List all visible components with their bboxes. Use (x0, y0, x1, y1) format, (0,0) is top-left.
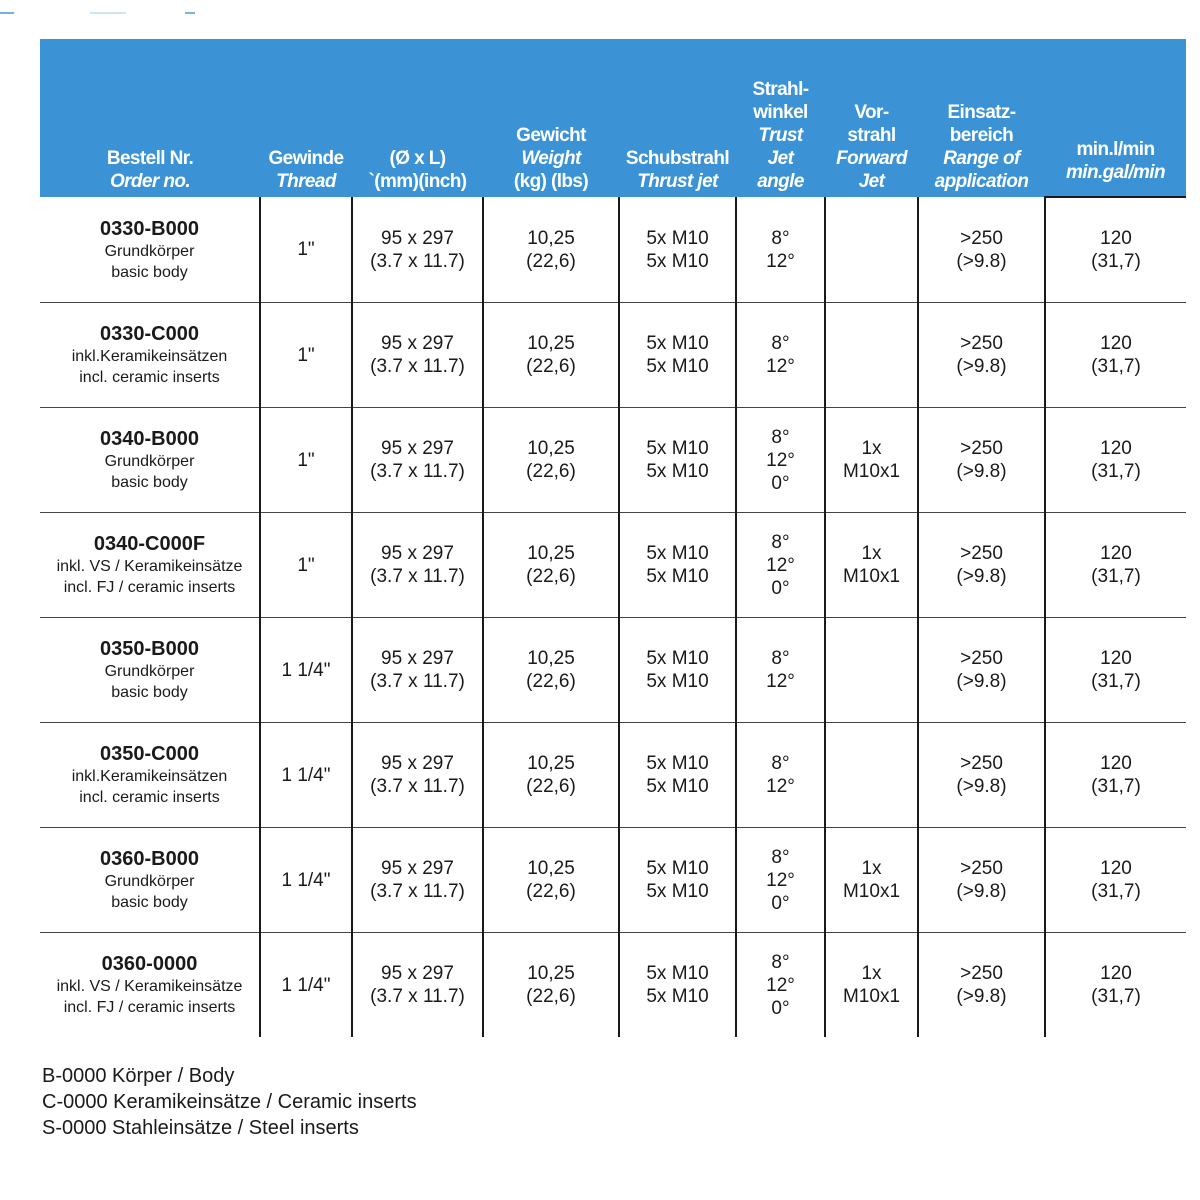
cell-range (918, 723, 1045, 828)
cell-flow-flow1: 120 (1100, 963, 1132, 984)
cell-thread (260, 723, 352, 828)
cell-thrust-jet-thrust2: 5x M10 (646, 461, 709, 482)
cell-weight-weight2: (22,6) (526, 356, 576, 377)
cell-thrust-jet-thrust2: 5x M10 (646, 776, 709, 797)
cell-jet-angle (736, 723, 825, 828)
cell-thread-thread: 1 1/4" (281, 869, 331, 891)
cell-forward-jet-fwd2: M10x1 (842, 566, 901, 587)
cell-jet-angle-angle1: 8° (771, 227, 790, 249)
cell-forward-jet-fwd2: M10x1 (842, 461, 901, 482)
cell-jet-angle-angle1: 8° (771, 951, 790, 973)
cell-range-range2: (>9.8) (956, 881, 1007, 902)
cell-thread-thread: 1" (297, 344, 315, 366)
cell-weight-weight1: 10,25 (527, 753, 575, 774)
cell-thrust-jet (619, 933, 736, 1038)
header-thread: Gewinde Thread (260, 39, 352, 197)
cell-weight (483, 197, 619, 303)
cell-weight-weight1: 10,25 (527, 227, 575, 249)
cell-range-range2: (>9.8) (956, 776, 1007, 797)
cell-order-desc2: incl. FJ / ceramic inserts (63, 579, 236, 596)
cell-order-desc1: inkl.Keramikeinsätzen (71, 768, 228, 785)
cell-order-desc1: inkl.Keramikeinsätzen (71, 348, 228, 365)
cell-size (352, 408, 483, 513)
cell-forward-jet (825, 408, 918, 513)
cell-thrust-jet-thrust1: 5x M10 (646, 753, 709, 774)
table-row (40, 408, 1186, 513)
cell-jet-angle-angle1: 8° (771, 426, 790, 448)
cell-size (352, 303, 483, 408)
cell-order (40, 723, 260, 828)
cell-order-code: 0350-B000 (100, 638, 199, 660)
cell-thrust-jet-thrust1: 5x M10 (646, 438, 709, 459)
cell-order-code: 0340-B000 (100, 428, 199, 450)
cell-range (918, 933, 1045, 1038)
cell-jet-angle-angle3: 0° (771, 472, 790, 494)
cell-order-desc1: inkl. VS / Keramikeinsätze (56, 558, 243, 575)
cell-jet-angle (736, 197, 825, 303)
cell-weight-weight1: 10,25 (527, 543, 575, 564)
cell-weight-weight1: 10,25 (527, 333, 575, 354)
cell-thrust-jet (619, 303, 736, 408)
cell-weight (483, 723, 619, 828)
cell-jet-angle (736, 618, 825, 723)
cell-flow-flow2: (31,7) (1091, 881, 1141, 902)
cell-forward-jet-fwd1: 1x (861, 438, 882, 459)
cell-order-desc2: basic body (111, 894, 188, 911)
table-row (40, 723, 1186, 828)
cell-weight (483, 828, 619, 933)
table-row (40, 513, 1186, 618)
cell-thrust-jet-thrust1: 5x M10 (646, 227, 709, 249)
cell-jet-angle (736, 513, 825, 618)
stray-mark (185, 12, 195, 14)
cell-thread (260, 513, 352, 618)
cell-thread (260, 303, 352, 408)
cell-order (40, 513, 260, 618)
cell-weight-weight1: 10,25 (527, 858, 575, 879)
table-row (40, 197, 1186, 303)
cell-range (918, 828, 1045, 933)
cell-flow-flow2: (31,7) (1091, 356, 1141, 377)
cell-order (40, 828, 260, 933)
cell-forward-jet (825, 933, 918, 1038)
cell-order-desc2: incl. ceramic inserts (79, 369, 220, 386)
cell-range-range1: >250 (960, 648, 1003, 669)
cell-weight-weight1: 10,25 (527, 438, 575, 459)
cell-jet-angle-angle2: 12° (766, 776, 795, 797)
cell-jet-angle (736, 828, 825, 933)
cell-jet-angle-angle2: 12° (766, 554, 795, 576)
table-row (40, 828, 1186, 933)
cell-forward-jet (825, 197, 918, 303)
cell-range-range2: (>9.8) (956, 986, 1007, 1007)
cell-flow (1045, 197, 1186, 303)
header-order-no: Bestell Nr. Order no. (40, 39, 260, 197)
cell-size-size2: (3.7 x 11.7) (370, 986, 465, 1007)
cell-forward-jet-fwd1: 1x (861, 963, 882, 984)
cell-thread (260, 828, 352, 933)
cell-jet-angle-angle3: 0° (771, 997, 790, 1019)
cell-flow-flow1: 120 (1100, 333, 1132, 354)
cell-forward-jet-fwd2: M10x1 (842, 986, 901, 1007)
cell-range-range1: >250 (960, 438, 1003, 459)
cell-size (352, 197, 483, 303)
cell-order (40, 408, 260, 513)
cell-jet-angle-angle1: 8° (771, 753, 790, 774)
table-header (40, 39, 1186, 197)
cell-size-size1: 95 x 297 (381, 438, 454, 459)
cell-flow (1045, 513, 1186, 618)
cell-jet-angle-angle2: 12° (766, 974, 795, 996)
cell-order-desc1: Grundkörper (104, 873, 195, 890)
legend-item: S-0000 Stahleinsätze / Steel inserts (42, 1117, 359, 1139)
cell-flow-flow2: (31,7) (1091, 251, 1141, 272)
cell-flow-flow2: (31,7) (1091, 566, 1141, 587)
table-row (40, 933, 1186, 1038)
cell-range (918, 408, 1045, 513)
cell-thread (260, 408, 352, 513)
cell-order-code: 0360-B000 (100, 848, 199, 870)
cell-flow-flow1: 120 (1100, 858, 1132, 879)
header-forward-jet: Vor- strahl Forward Jet (825, 39, 918, 197)
cell-weight-weight2: (22,6) (526, 566, 576, 587)
cell-range (918, 197, 1045, 303)
cell-jet-angle (736, 408, 825, 513)
cell-thrust-jet-thrust2: 5x M10 (646, 986, 709, 1007)
cell-order-code: 0360-0000 (101, 953, 198, 975)
cell-range-range1: >250 (960, 858, 1003, 879)
cell-thrust-jet-thrust2: 5x M10 (646, 250, 709, 272)
cell-jet-angle-angle3: 0° (771, 892, 790, 914)
cell-size-size1: 95 x 297 (381, 543, 454, 564)
cell-forward-jet-fwd1: 1x (861, 858, 882, 879)
cell-thrust-jet-thrust1: 5x M10 (646, 963, 709, 984)
cell-weight (483, 303, 619, 408)
cell-order-desc2: basic body (111, 684, 188, 701)
cell-jet-angle (736, 303, 825, 408)
cell-flow-flow1: 120 (1100, 438, 1132, 459)
cell-size (352, 618, 483, 723)
cell-size-size2: (3.7 x 11.7) (370, 566, 465, 587)
cell-flow-flow1: 120 (1100, 753, 1132, 774)
cell-thread (260, 933, 352, 1038)
cell-thread-thread: 1 1/4" (281, 659, 331, 681)
legend-item: B-0000 Körper / Body (42, 1065, 235, 1087)
cell-weight-weight2: (22,6) (526, 250, 576, 272)
cell-range (918, 618, 1045, 723)
product-table (40, 39, 1186, 1037)
cell-flow (1045, 933, 1186, 1038)
cell-jet-angle-angle2: 12° (766, 671, 795, 692)
cell-jet-angle-angle2: 12° (766, 449, 795, 471)
cell-size-size2: (3.7 x 11.7) (370, 250, 465, 272)
cell-order-desc1: Grundkörper (104, 663, 195, 680)
cell-order (40, 197, 260, 303)
cell-order (40, 303, 260, 408)
cell-range-range1: >250 (960, 227, 1003, 249)
cell-size-size1: 95 x 297 (381, 753, 454, 774)
cell-forward-jet (825, 723, 918, 828)
cell-jet-angle-angle1: 8° (771, 648, 790, 669)
cell-thrust-jet (619, 618, 736, 723)
cell-range-range1: >250 (960, 333, 1003, 354)
table-body (40, 197, 1186, 1037)
header-weight: Gewicht Weight (kg) (lbs) (483, 39, 619, 197)
cell-jet-angle (736, 933, 825, 1038)
cell-thrust-jet-thrust1: 5x M10 (646, 333, 709, 354)
cell-forward-jet-fwd1: 1x (861, 543, 882, 564)
cell-weight (483, 618, 619, 723)
cell-size-size2: (3.7 x 11.7) (370, 671, 465, 692)
cell-size-size2: (3.7 x 11.7) (370, 461, 465, 482)
cell-range-range2: (>9.8) (956, 671, 1007, 692)
cell-flow (1045, 303, 1186, 408)
cell-size-size2: (3.7 x 11.7) (370, 356, 465, 377)
cell-size-size2: (3.7 x 11.7) (370, 881, 465, 902)
cell-order-desc1: Grundkörper (104, 242, 195, 260)
cell-thrust-jet-thrust2: 5x M10 (646, 566, 709, 587)
cell-thread-thread: 1" (297, 554, 315, 576)
cell-size (352, 513, 483, 618)
header-flow: min.l/min min.gal/min (1045, 39, 1186, 197)
cell-size (352, 723, 483, 828)
cell-size-size2: (3.7 x 11.7) (370, 776, 465, 797)
cell-weight (483, 933, 619, 1038)
cell-forward-jet-fwd2: M10x1 (842, 881, 901, 902)
cell-thread-thread: 1 1/4" (281, 764, 331, 786)
cell-order-desc1: inkl. VS / Keramikeinsätze (56, 978, 243, 995)
cell-range-range2: (>9.8) (956, 250, 1007, 272)
cell-thrust-jet-thrust1: 5x M10 (646, 543, 709, 564)
cell-thrust-jet-thrust2: 5x M10 (646, 881, 709, 902)
cell-thrust-jet (619, 723, 736, 828)
cell-weight-weight1: 10,25 (527, 963, 575, 984)
header-jet-angle: Strahl- winkel Trust Jet angle (736, 39, 825, 197)
cell-thrust-jet (619, 197, 736, 303)
cell-flow (1045, 618, 1186, 723)
cell-weight (483, 408, 619, 513)
cell-thread-thread: 1" (297, 449, 315, 471)
header-range: Einsatz- bereich Range of application (918, 39, 1045, 197)
header-size: (Ø x L) `(mm)(inch) (352, 39, 483, 197)
cell-weight-weight2: (22,6) (526, 461, 576, 482)
table-row (40, 618, 1186, 723)
cell-order-code: 0340-C000F (93, 533, 206, 555)
cell-thrust-jet-thrust1: 5x M10 (646, 858, 709, 879)
cell-thrust-jet-thrust2: 5x M10 (646, 671, 709, 692)
cell-flow-flow1: 120 (1100, 543, 1132, 564)
cell-weight-weight2: (22,6) (526, 986, 576, 1007)
cell-thrust-jet-thrust1: 5x M10 (646, 648, 709, 669)
header-thrust-jet: Schubstrahl Thrust jet (619, 39, 736, 197)
stray-mark (0, 12, 14, 14)
cell-thread-thread: 1 1/4" (281, 974, 331, 996)
cell-jet-angle-angle2: 12° (766, 356, 795, 377)
cell-order-code: 0350-C000 (100, 743, 199, 765)
cell-flow-flow1: 120 (1100, 228, 1132, 249)
cell-order-desc2: incl. ceramic inserts (79, 789, 220, 806)
cell-size (352, 933, 483, 1038)
cell-thread (260, 197, 352, 303)
cell-size-size1: 95 x 297 (381, 963, 454, 984)
cell-range-range1: >250 (960, 963, 1003, 984)
cell-jet-angle-angle1: 8° (771, 846, 790, 868)
cell-forward-jet (825, 618, 918, 723)
cell-jet-angle-angle2: 12° (766, 250, 795, 272)
cell-thrust-jet (619, 408, 736, 513)
cell-range-range2: (>9.8) (956, 461, 1007, 482)
cell-order-code: 0330-B000 (100, 217, 199, 240)
cell-thread-thread: 1" (297, 239, 315, 260)
cell-size (352, 828, 483, 933)
cell-weight-weight1: 10,25 (527, 648, 575, 669)
cell-forward-jet (825, 513, 918, 618)
stray-mark (90, 12, 126, 14)
cell-order (40, 618, 260, 723)
cell-weight-weight2: (22,6) (526, 776, 576, 797)
cell-range-range2: (>9.8) (956, 356, 1007, 377)
cell-range (918, 513, 1045, 618)
cell-range-range2: (>9.8) (956, 566, 1007, 587)
cell-size-size1: 95 x 297 (381, 227, 454, 249)
cell-thrust-jet-thrust2: 5x M10 (646, 356, 709, 377)
cell-thrust-jet (619, 828, 736, 933)
cell-forward-jet (825, 828, 918, 933)
cell-range (918, 303, 1045, 408)
cell-weight-weight2: (22,6) (526, 671, 576, 692)
cell-flow-flow2: (31,7) (1091, 986, 1141, 1007)
cell-order (40, 933, 260, 1038)
legend-item: C-0000 Keramikeinsätze / Ceramic inserts (42, 1091, 417, 1113)
cell-flow-flow2: (31,7) (1091, 461, 1141, 482)
cell-jet-angle-angle1: 8° (771, 333, 790, 354)
cell-flow (1045, 723, 1186, 828)
cell-jet-angle-angle1: 8° (771, 531, 790, 553)
cell-thread (260, 618, 352, 723)
cell-jet-angle-angle3: 0° (771, 577, 790, 599)
cell-thrust-jet (619, 513, 736, 618)
cell-flow (1045, 408, 1186, 513)
cell-weight-weight2: (22,6) (526, 881, 576, 902)
cell-order-desc1: Grundkörper (104, 453, 195, 470)
cell-jet-angle-angle2: 12° (766, 869, 795, 891)
table-row (40, 303, 1186, 408)
cell-flow-flow2: (31,7) (1091, 776, 1141, 797)
cell-range-range1: >250 (960, 753, 1003, 774)
cell-range-range1: >250 (960, 543, 1003, 564)
cell-order-desc2: incl. FJ / ceramic inserts (63, 999, 236, 1016)
cell-flow (1045, 828, 1186, 933)
cell-flow-flow2: (31,7) (1091, 671, 1141, 692)
cell-weight (483, 513, 619, 618)
cell-forward-jet (825, 303, 918, 408)
cell-order-desc2: basic body (111, 474, 188, 491)
cell-order-code: 0330-C000 (100, 323, 199, 345)
cell-size-size1: 95 x 297 (381, 648, 454, 669)
cell-size-size1: 95 x 297 (381, 333, 454, 354)
cell-size-size1: 95 x 297 (381, 858, 454, 879)
cell-flow-flow1: 120 (1100, 648, 1132, 669)
legend (42, 1063, 417, 1141)
cell-order-desc2: basic body (111, 263, 188, 281)
